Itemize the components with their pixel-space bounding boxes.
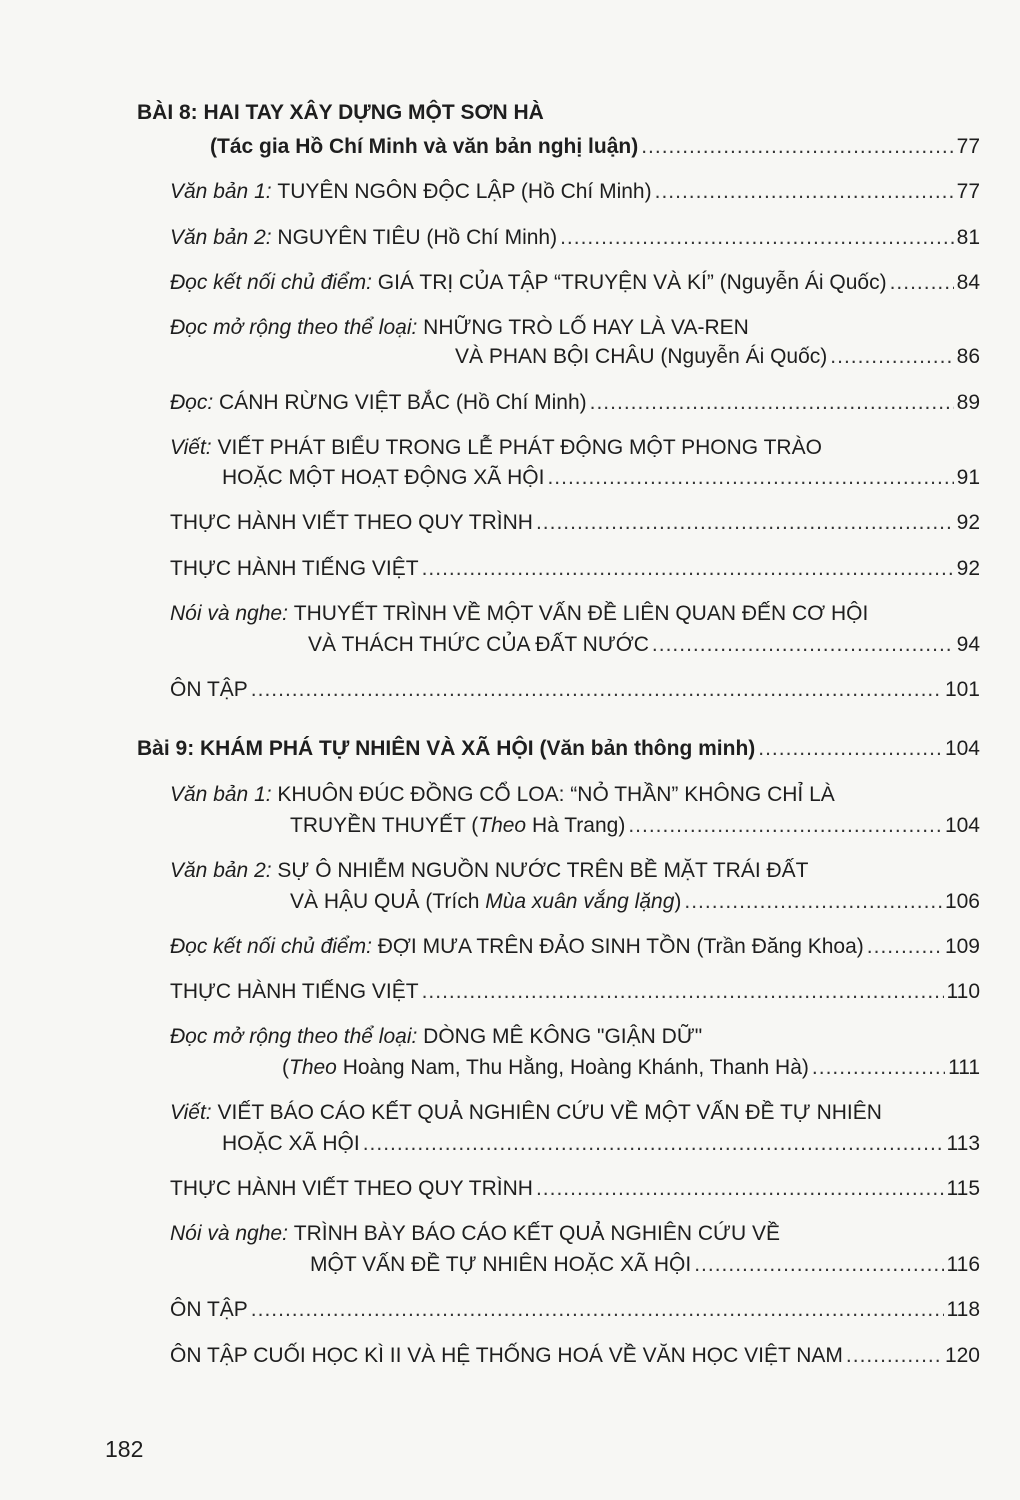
- toc-entry-line1: [170, 315, 1020, 341]
- toc-entry-line1: [170, 1100, 1020, 1126]
- page-ref: 101: [944, 678, 980, 701]
- leader-dots: [251, 1297, 944, 1323]
- toc-entry-line2: [290, 889, 980, 915]
- leader-dots: [560, 225, 954, 251]
- page-ref: 91: [956, 466, 980, 489]
- lesson9-title-row: [137, 736, 980, 762]
- leader-dots: [547, 465, 953, 491]
- entry-prefix: Đọc kết nối chủ điểm:: [170, 271, 378, 294]
- lesson8-subtitle-row: [210, 134, 980, 160]
- toc-entry: [170, 1343, 980, 1369]
- entry-title-cont: MỘT VẤN ĐỀ TỰ NHIÊN HOẶC XÃ HỘI: [310, 1253, 692, 1276]
- entry-title: NGUYÊN TIÊU (Hồ Chí Minh): [277, 226, 558, 249]
- entry-title: ÔN TẬP: [170, 678, 248, 701]
- toc-entry-line2: [310, 1252, 980, 1278]
- toc-entry: [170, 510, 980, 536]
- leader-dots: [655, 179, 954, 205]
- toc-entry-line1: [170, 601, 1020, 627]
- page-ref: 92: [956, 557, 980, 580]
- page-ref: 111: [948, 1056, 980, 1079]
- page-ref: 109: [944, 935, 980, 958]
- toc-entry-line1: [170, 858, 1020, 884]
- leader-dots: [830, 344, 953, 370]
- entry-title: TUYÊN NGÔN ĐỘC LẬP (Hồ Chí Minh): [277, 180, 652, 203]
- entry-italic: Mùa xuân vắng lặng: [485, 890, 675, 913]
- toc-entry-line1: [170, 435, 1020, 461]
- toc-entry: [170, 677, 980, 703]
- entry-title-cont: (: [282, 1056, 289, 1079]
- entry-title-cont: HOẶC MỘT HOẠT ĐỘNG XÃ HỘI: [222, 466, 545, 489]
- entry-prefix: Văn bản 2:: [170, 859, 278, 882]
- entry-italic: Theo: [478, 814, 527, 837]
- entry-title-cont: VÀ PHAN BỘI CHÂU (Nguyễn Ái Quốc): [455, 345, 828, 368]
- toc-entry: [170, 390, 980, 416]
- entry-title: VIẾT BÁO CÁO KẾT QUẢ NGHIÊN CỨU VỀ MỘT VẤN ĐỀ TỰ NHIÊN: [217, 1101, 882, 1124]
- entry-title: THUYẾT TRÌNH VỀ MỘT VẤN ĐỀ LIÊN QUAN ĐẾN CƠ HỘI: [293, 602, 869, 625]
- page-ref: 115: [946, 1177, 980, 1200]
- leader-dots: [628, 813, 942, 839]
- entry-prefix: Nói và nghe:: [170, 1222, 294, 1245]
- toc-entry: [170, 179, 980, 205]
- leader-dots: [422, 556, 954, 582]
- page-ref: 120: [944, 1344, 980, 1367]
- page-number: 182: [105, 1436, 144, 1462]
- entry-title: SỰ Ô NHIỄM NGUỒN NƯỚC TRÊN BỀ MẶT TRÁI ĐẤT: [277, 859, 809, 882]
- toc-entry-line1: [170, 782, 1020, 808]
- entry-title: THỰC HÀNH TIẾNG VIỆT: [170, 557, 419, 580]
- entry-title: VIẾT PHÁT BIỂU TRONG LỄ PHÁT ĐỘNG MỘT PHONG TRÀO: [217, 436, 822, 459]
- toc-entry: [170, 1297, 980, 1323]
- page-ref: 77: [956, 180, 980, 203]
- toc-entry-line2: [290, 813, 980, 839]
- toc-entry-line2: [222, 465, 980, 491]
- page-ref: 92: [956, 511, 980, 534]
- lesson9-title: Bài 9: KHÁM PHÁ TỰ NHIÊN VÀ XÃ HỘI (Văn bản thông minh): [137, 737, 756, 760]
- entry-title: KHUÔN ĐÚC ĐỒNG CỔ LOA: “NỎ THẦN” KHÔNG CHỈ LÀ: [277, 783, 835, 806]
- toc-entry: [170, 556, 980, 582]
- toc-entry: [170, 934, 980, 960]
- entry-prefix: Viết:: [170, 436, 218, 459]
- leader-dots: [684, 889, 942, 915]
- page-ref: 104: [944, 814, 980, 837]
- entry-prefix: Đọc mở rộng theo thể loại:: [170, 316, 424, 339]
- leader-dots: [536, 1176, 944, 1202]
- entry-title: THỰC HÀNH TIẾNG VIỆT: [170, 980, 419, 1003]
- entry-title-cont: ): [674, 890, 682, 913]
- entry-italic: Theo: [289, 1056, 337, 1079]
- page-ref: 81: [956, 226, 980, 249]
- entry-title: GIÁ TRỊ CỦA TẬP “TRUYỆN VÀ KÍ” (Nguyễn Ái Quốc): [377, 271, 887, 294]
- entry-title-cont: TRUYỀN THUYẾT (: [290, 814, 479, 837]
- entry-title: NHỮNG TRÒ LỐ HAY LÀ VA-REN: [423, 316, 749, 339]
- page-ref: 118: [946, 1298, 980, 1321]
- leader-dots: [536, 510, 954, 536]
- leader-dots: [758, 736, 942, 762]
- toc-entry-line1: [170, 1024, 1020, 1050]
- page-ref: 89: [956, 391, 980, 414]
- page-ref: 106: [944, 890, 980, 913]
- entry-title: ÔN TẬP: [170, 1298, 248, 1321]
- toc-entry: [170, 270, 980, 296]
- entry-prefix: Viết:: [170, 1101, 218, 1124]
- leader-dots: [641, 134, 953, 160]
- entry-title: DÒNG MÊ KÔNG "GIẬN DỮ": [423, 1025, 703, 1048]
- page-ref: 110: [946, 980, 980, 1003]
- leader-dots: [846, 1343, 942, 1369]
- entry-prefix: Đọc kết nối chủ điểm:: [170, 935, 378, 958]
- toc-entry-line2: [222, 1131, 980, 1157]
- page-ref: 86: [956, 345, 980, 368]
- leader-dots: [422, 979, 944, 1005]
- entry-title: ĐỢI MƯA TRÊN ĐẢO SINH TỒN (Trần Đăng Khoa): [377, 935, 864, 958]
- entry-prefix: Đọc:: [170, 391, 220, 414]
- entry-title: CÁNH RỪNG VIỆT BẮC (Hồ Chí Minh): [219, 391, 587, 414]
- lesson8-subtitle: (Tác gia Hồ Chí Minh và văn bản nghị luận): [210, 135, 639, 158]
- lesson8-title: BÀI 8: HAI TAY XÂY DỰNG MỘT SƠN HÀ: [137, 101, 544, 124]
- leader-dots: [251, 677, 942, 703]
- toc-entry-line2: [282, 1055, 980, 1081]
- leader-dots: [363, 1131, 944, 1157]
- page-ref: 113: [946, 1132, 980, 1155]
- entry-title: TRÌNH BÀY BÁO CÁO KẾT QUẢ NGHIÊN CỨU VỀ: [293, 1222, 781, 1245]
- leader-dots: [590, 390, 954, 416]
- toc-entry: [170, 225, 980, 251]
- entry-prefix: Văn bản 1:: [170, 180, 278, 203]
- entry-title-cont: VÀ HẬU QUẢ (Trích: [290, 890, 486, 913]
- leader-dots: [694, 1252, 943, 1278]
- entry-title: THỰC HÀNH VIẾT THEO QUY TRÌNH: [170, 1177, 533, 1200]
- entry-prefix: Đọc mở rộng theo thể loại:: [170, 1025, 424, 1048]
- leader-dots: [890, 270, 954, 296]
- page-ref: 84: [956, 271, 980, 294]
- page-ref: 104: [944, 737, 980, 760]
- entry-title: ÔN TẬP CUỐI HỌC KÌ II VÀ HỆ THỐNG HOÁ VỀ VĂN HỌC VIỆT NAM: [170, 1344, 843, 1367]
- entry-title-cont: Hoàng Nam, Thu Hằng, Hoàng Khánh, Thanh Hà): [336, 1056, 809, 1079]
- page-ref: 94: [956, 633, 980, 656]
- toc-entry: [170, 979, 980, 1005]
- page-ref: 116: [946, 1253, 980, 1276]
- page-ref: 77: [956, 135, 980, 158]
- entry-title: THỰC HÀNH VIẾT THEO QUY TRÌNH: [170, 511, 533, 534]
- toc-entry-line2: [308, 632, 980, 658]
- entry-prefix: Văn bản 1:: [170, 783, 278, 806]
- entry-title-cont: HOẶC XÃ HỘI: [222, 1132, 360, 1155]
- toc-entry: [170, 1176, 980, 1202]
- entry-prefix: Nói và nghe:: [170, 602, 294, 625]
- leader-dots: [652, 632, 954, 658]
- entry-prefix: Văn bản 2:: [170, 226, 278, 249]
- entry-title-cont: VÀ THÁCH THỨC CỦA ĐẤT NƯỚC: [308, 633, 649, 656]
- entry-title-cont: Hà Trang): [526, 814, 626, 837]
- toc-entry-line2: [455, 344, 980, 370]
- leader-dots: [867, 934, 942, 960]
- toc-entry-line1: [170, 1221, 1020, 1247]
- leader-dots: [812, 1055, 945, 1081]
